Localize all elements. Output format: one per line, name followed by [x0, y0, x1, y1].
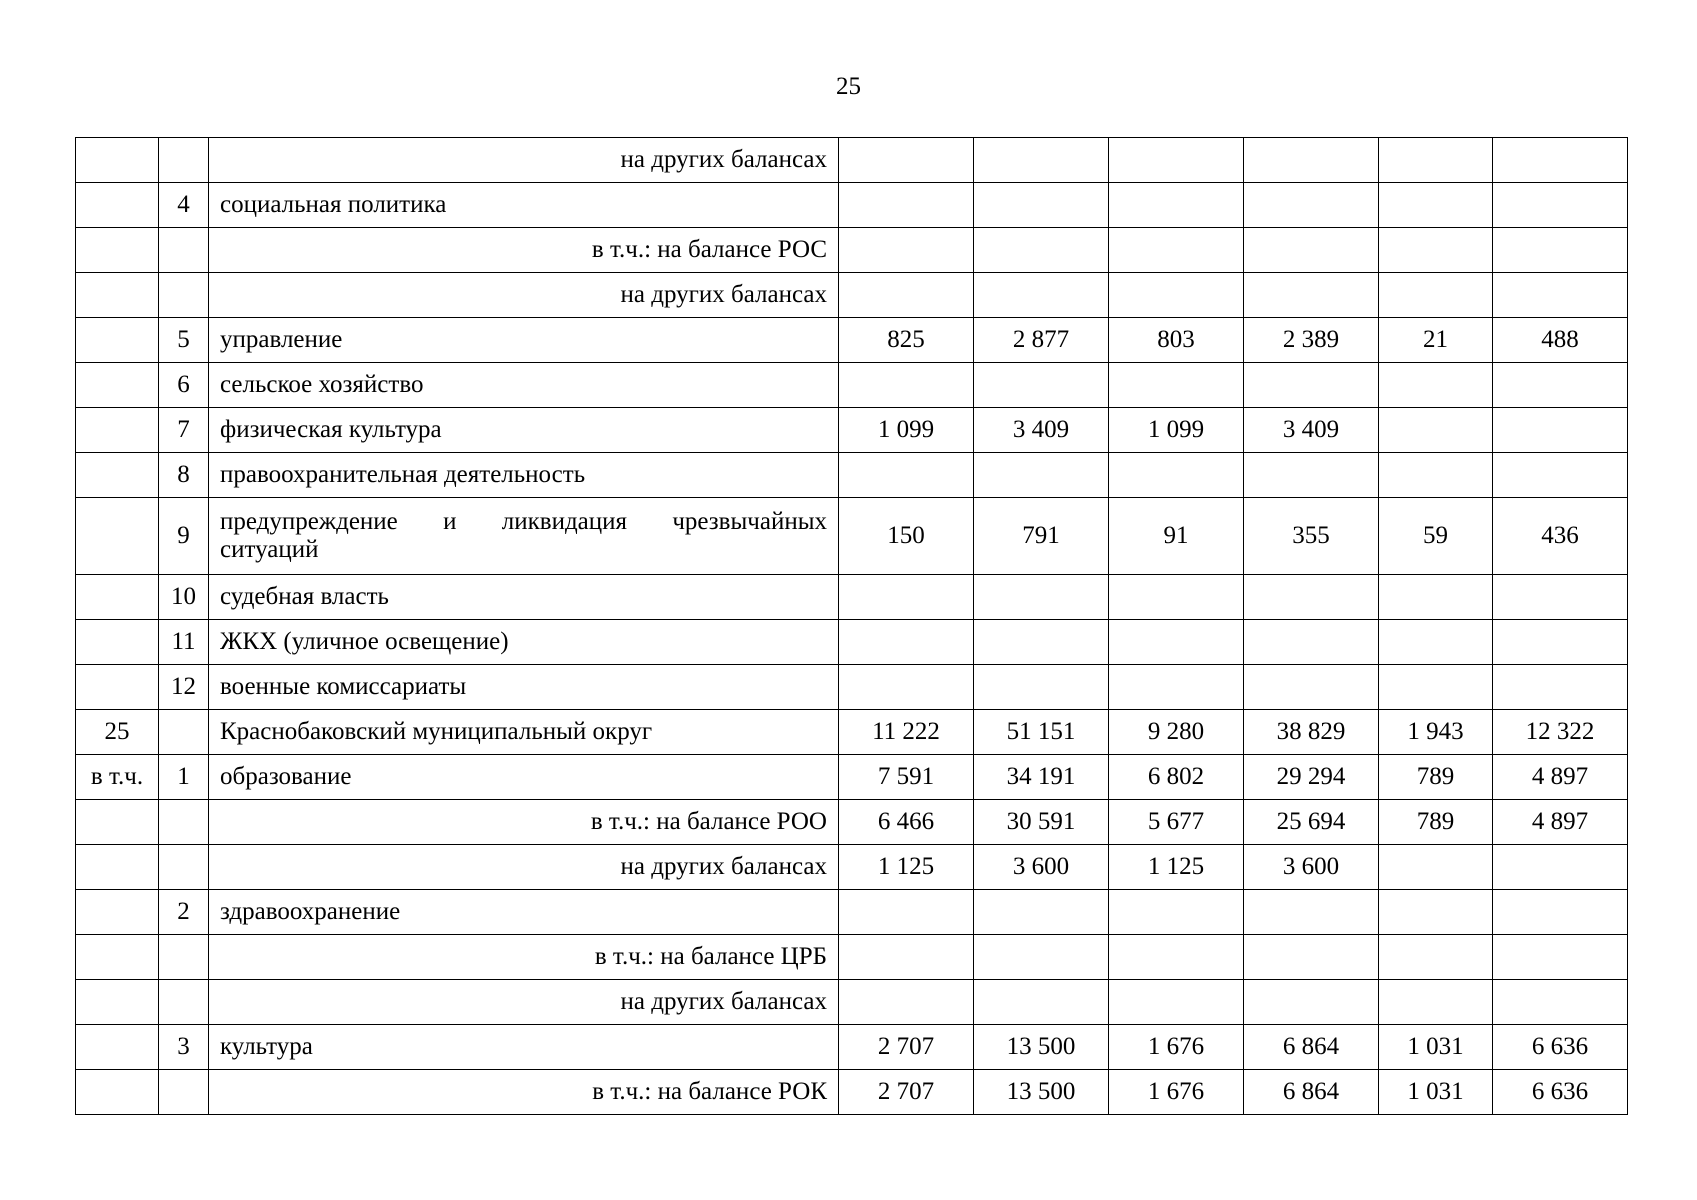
row-number-cell — [159, 273, 209, 318]
value-cell: 4 897 — [1493, 755, 1628, 800]
value-cell: 21 — [1379, 318, 1493, 363]
value-cell — [1493, 408, 1628, 453]
row-name-cell: культура — [209, 1025, 839, 1070]
value-cell: 3 409 — [974, 408, 1109, 453]
row-code-cell — [76, 935, 159, 980]
value-cell — [974, 138, 1109, 183]
value-cell — [1379, 935, 1493, 980]
value-cell — [1379, 183, 1493, 228]
value-cell — [1379, 665, 1493, 710]
value-cell — [1379, 138, 1493, 183]
row-number-cell — [159, 800, 209, 845]
value-cell — [974, 228, 1109, 273]
value-cell — [839, 453, 974, 498]
row-name-cell: на других балансах — [209, 138, 839, 183]
value-cell — [974, 453, 1109, 498]
table-row — [76, 890, 1628, 935]
row-number-cell: 5 — [159, 318, 209, 363]
value-cell — [974, 935, 1109, 980]
value-cell: 13 500 — [974, 1070, 1109, 1115]
table-row — [76, 318, 1628, 363]
table-row — [76, 138, 1628, 183]
value-cell: 1 676 — [1109, 1070, 1244, 1115]
value-cell — [1493, 935, 1628, 980]
value-cell — [1493, 665, 1628, 710]
table-row — [76, 665, 1628, 710]
row-number-cell: 4 — [159, 183, 209, 228]
value-cell: 59 — [1379, 498, 1493, 575]
table-row — [76, 498, 1628, 575]
row-number-cell — [159, 1070, 209, 1115]
value-cell — [1244, 363, 1379, 408]
value-cell — [839, 980, 974, 1025]
value-cell: 25 694 — [1244, 800, 1379, 845]
value-cell — [839, 138, 974, 183]
row-code-cell — [76, 453, 159, 498]
row-code-cell — [76, 1070, 159, 1115]
table-row — [76, 800, 1628, 845]
value-cell — [974, 183, 1109, 228]
row-code-cell — [76, 665, 159, 710]
row-name-cell: Краснобаковский муниципальный округ — [209, 710, 839, 755]
row-number-cell — [159, 980, 209, 1025]
row-code-cell — [76, 273, 159, 318]
row-number-cell — [159, 228, 209, 273]
value-cell: 6 802 — [1109, 755, 1244, 800]
value-cell: 9 280 — [1109, 710, 1244, 755]
table-row — [76, 183, 1628, 228]
row-name-cell: на других балансах — [209, 980, 839, 1025]
value-cell: 5 677 — [1109, 800, 1244, 845]
value-cell: 2 707 — [839, 1070, 974, 1115]
value-cell — [1109, 453, 1244, 498]
value-cell: 4 897 — [1493, 800, 1628, 845]
value-cell — [1379, 890, 1493, 935]
value-cell — [1244, 273, 1379, 318]
row-code-cell — [76, 363, 159, 408]
value-cell: 825 — [839, 318, 974, 363]
row-number-cell: 8 — [159, 453, 209, 498]
value-cell: 51 151 — [974, 710, 1109, 755]
value-cell: 1 099 — [1109, 408, 1244, 453]
value-cell: 13 500 — [974, 1025, 1109, 1070]
value-cell — [839, 620, 974, 665]
value-cell — [1109, 363, 1244, 408]
row-code-cell — [76, 228, 159, 273]
value-cell — [1379, 363, 1493, 408]
table-row — [76, 1070, 1628, 1115]
value-cell: 789 — [1379, 755, 1493, 800]
value-cell: 2 707 — [839, 1025, 974, 1070]
table-row — [76, 453, 1628, 498]
value-cell: 12 322 — [1493, 710, 1628, 755]
row-name-cell: здравоохранение — [209, 890, 839, 935]
value-cell: 6 466 — [839, 800, 974, 845]
value-cell — [1109, 273, 1244, 318]
row-code-cell — [76, 845, 159, 890]
budget-table-body — [76, 138, 1628, 1115]
row-name-cell: в т.ч.: на балансе РОС — [209, 228, 839, 273]
value-cell: 34 191 — [974, 755, 1109, 800]
value-cell — [1244, 665, 1379, 710]
value-cell: 2 877 — [974, 318, 1109, 363]
value-cell — [839, 665, 974, 710]
row-name-cell: в т.ч.: на балансе РОО — [209, 800, 839, 845]
value-cell — [1493, 890, 1628, 935]
table-row — [76, 1025, 1628, 1070]
row-name-line-2: ситуаций — [220, 536, 319, 563]
value-cell — [974, 273, 1109, 318]
row-code-cell: 25 — [76, 710, 159, 755]
value-cell — [1109, 138, 1244, 183]
row-name-cell: на других балансах — [209, 273, 839, 318]
value-cell: 355 — [1244, 498, 1379, 575]
value-cell — [1493, 138, 1628, 183]
value-cell — [974, 363, 1109, 408]
value-cell: 38 829 — [1244, 710, 1379, 755]
table-row — [76, 980, 1628, 1025]
value-cell — [1109, 890, 1244, 935]
table-row — [76, 575, 1628, 620]
value-cell — [1493, 575, 1628, 620]
row-number-cell: 9 — [159, 498, 209, 575]
value-cell: 3 600 — [974, 845, 1109, 890]
value-cell — [1244, 935, 1379, 980]
row-number-cell: 3 — [159, 1025, 209, 1070]
row-code-cell — [76, 575, 159, 620]
value-cell — [839, 183, 974, 228]
row-number-cell: 2 — [159, 890, 209, 935]
row-name-cell: в т.ч.: на балансе РОК — [209, 1070, 839, 1115]
value-cell — [1493, 183, 1628, 228]
value-cell: 789 — [1379, 800, 1493, 845]
value-cell — [1379, 980, 1493, 1025]
value-cell: 1 125 — [1109, 845, 1244, 890]
row-number-cell — [159, 935, 209, 980]
row-code-cell — [76, 890, 159, 935]
row-name-cell: физическая культура — [209, 408, 839, 453]
value-cell — [839, 890, 974, 935]
value-cell: 29 294 — [1244, 755, 1379, 800]
value-cell — [1493, 273, 1628, 318]
value-cell — [1379, 228, 1493, 273]
row-name-cell: правоохранительная деятельность — [209, 453, 839, 498]
row-number-cell: 11 — [159, 620, 209, 665]
value-cell — [839, 575, 974, 620]
value-cell — [1109, 620, 1244, 665]
value-cell: 1 031 — [1379, 1070, 1493, 1115]
value-cell — [974, 620, 1109, 665]
budget-table — [75, 137, 1628, 1115]
table-row — [76, 273, 1628, 318]
row-name-cell: судебная власть — [209, 575, 839, 620]
value-cell: 150 — [839, 498, 974, 575]
table-row — [76, 935, 1628, 980]
row-name-line-1: предупреждение и ликвидация чрезвычайных — [220, 508, 827, 535]
row-name-cell: социальная политика — [209, 183, 839, 228]
value-cell — [974, 980, 1109, 1025]
value-cell: 488 — [1493, 318, 1628, 363]
value-cell — [1109, 665, 1244, 710]
row-code-cell — [76, 138, 159, 183]
value-cell: 803 — [1109, 318, 1244, 363]
row-code-cell: в т.ч. — [76, 755, 159, 800]
value-cell: 1 125 — [839, 845, 974, 890]
value-cell — [1244, 980, 1379, 1025]
value-cell — [974, 665, 1109, 710]
row-code-cell — [76, 1025, 159, 1070]
row-code-cell — [76, 318, 159, 363]
value-cell — [1493, 363, 1628, 408]
row-name-cell — [209, 498, 839, 575]
row-code-cell — [76, 408, 159, 453]
value-cell — [1244, 228, 1379, 273]
value-cell: 3 600 — [1244, 845, 1379, 890]
value-cell: 1 676 — [1109, 1025, 1244, 1070]
value-cell — [1244, 890, 1379, 935]
value-cell — [839, 228, 974, 273]
row-name-cell: военные комиссариаты — [209, 665, 839, 710]
value-cell: 1 943 — [1379, 710, 1493, 755]
page-number: 25 — [836, 73, 861, 100]
table-row — [76, 228, 1628, 273]
value-cell — [1244, 138, 1379, 183]
value-cell — [1244, 575, 1379, 620]
table-row — [76, 710, 1628, 755]
value-cell — [1244, 183, 1379, 228]
value-cell — [1379, 408, 1493, 453]
row-code-cell — [76, 183, 159, 228]
value-cell: 6 636 — [1493, 1070, 1628, 1115]
table-row — [76, 408, 1628, 453]
row-name-cell: управление — [209, 318, 839, 363]
value-cell — [1109, 575, 1244, 620]
row-number-cell: 7 — [159, 408, 209, 453]
value-cell: 91 — [1109, 498, 1244, 575]
value-cell — [839, 935, 974, 980]
value-cell: 11 222 — [839, 710, 974, 755]
row-code-cell — [76, 800, 159, 845]
row-name-cell: на других балансах — [209, 845, 839, 890]
table-row — [76, 755, 1628, 800]
value-cell — [1379, 273, 1493, 318]
value-cell — [1493, 620, 1628, 665]
value-cell — [1493, 453, 1628, 498]
row-code-cell — [76, 620, 159, 665]
row-number-cell: 10 — [159, 575, 209, 620]
value-cell: 6 864 — [1244, 1025, 1379, 1070]
row-code-cell — [76, 498, 159, 575]
value-cell — [974, 890, 1109, 935]
value-cell: 7 591 — [839, 755, 974, 800]
table-row — [76, 845, 1628, 890]
value-cell — [1109, 935, 1244, 980]
value-cell — [1109, 980, 1244, 1025]
table-row — [76, 363, 1628, 408]
value-cell: 1 099 — [839, 408, 974, 453]
row-number-cell — [159, 845, 209, 890]
value-cell: 2 389 — [1244, 318, 1379, 363]
value-cell — [974, 575, 1109, 620]
row-number-cell: 1 — [159, 755, 209, 800]
value-cell — [1379, 575, 1493, 620]
value-cell — [1493, 980, 1628, 1025]
row-name-cell: в т.ч.: на балансе ЦРБ — [209, 935, 839, 980]
value-cell: 436 — [1493, 498, 1628, 575]
row-name-cell: сельское хозяйство — [209, 363, 839, 408]
value-cell — [1109, 183, 1244, 228]
row-number-cell: 6 — [159, 363, 209, 408]
row-number-cell — [159, 138, 209, 183]
value-cell — [839, 273, 974, 318]
value-cell — [1493, 845, 1628, 890]
row-name-cell: ЖКХ (уличное освещение) — [209, 620, 839, 665]
value-cell — [1379, 453, 1493, 498]
row-number-cell — [159, 710, 209, 755]
value-cell: 30 591 — [974, 800, 1109, 845]
row-name-cell: образование — [209, 755, 839, 800]
value-cell — [1109, 228, 1244, 273]
value-cell — [1244, 453, 1379, 498]
value-cell — [1379, 620, 1493, 665]
value-cell — [1244, 620, 1379, 665]
row-code-cell — [76, 980, 159, 1025]
value-cell: 1 031 — [1379, 1025, 1493, 1070]
row-number-cell: 12 — [159, 665, 209, 710]
value-cell — [1379, 845, 1493, 890]
table-row — [76, 620, 1628, 665]
value-cell — [839, 363, 974, 408]
value-cell: 3 409 — [1244, 408, 1379, 453]
value-cell: 791 — [974, 498, 1109, 575]
value-cell: 6 864 — [1244, 1070, 1379, 1115]
value-cell: 6 636 — [1493, 1025, 1628, 1070]
value-cell — [1493, 228, 1628, 273]
